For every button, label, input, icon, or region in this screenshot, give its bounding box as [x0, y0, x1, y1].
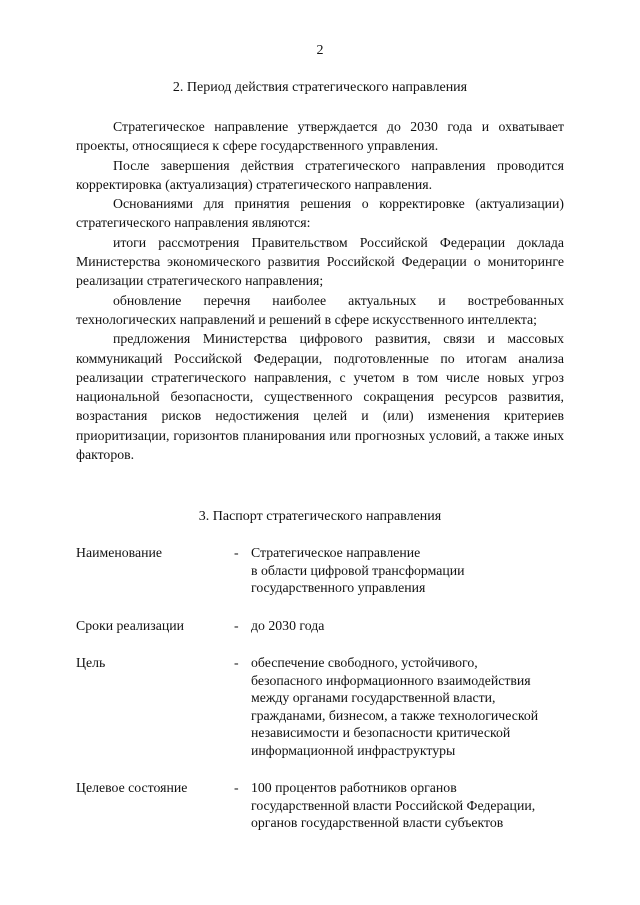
section-3-title: 3. Паспорт стратегического направления	[198, 509, 442, 524]
passport-value	[251, 544, 576, 597]
value-line: органов государственной власти субъектов	[251, 815, 504, 830]
value-line: обеспечение свободного, устойчивого,	[251, 655, 478, 670]
dash: -	[234, 617, 239, 633]
passport-value	[251, 617, 576, 635]
passport-label: Целевое состояние	[76, 780, 188, 795]
paragraph: После завершения действия стратегического направления проводится корректировка (актуализация) стратегического направления.	[76, 157, 564, 192]
passport-row-target-state	[76, 779, 576, 832]
passport-label: Наименование	[76, 545, 162, 560]
value-line: гражданами, бизнесом, а также технологической	[251, 707, 539, 723]
value-line: безопасного информационного взаимодействия	[251, 672, 531, 688]
paragraph: итоги рассмотрения Правительством Российской Федерации доклада Министерства экономического развития Российской Федерации о мониторинге реализации стратегического направления;	[76, 234, 564, 289]
paragraph: Основаниями для принятия решения о корректировке (актуализации) стратегического направления являются:	[76, 196, 564, 231]
passport-value	[251, 779, 576, 832]
dash: -	[234, 545, 239, 560]
passport-row-term	[76, 617, 576, 635]
value-line: государственного управления	[251, 580, 426, 595]
section-2-title: 2. Период действия стратегического направления	[172, 80, 468, 95]
passport-value	[251, 654, 576, 759]
passport-label: Сроки реализации	[76, 617, 184, 633]
value-line: в области цифровой трансформации	[251, 562, 465, 578]
value-line: до 2030 года	[251, 617, 325, 633]
dash: -	[234, 780, 239, 795]
value-line: между органами государственной власти,	[251, 690, 496, 705]
paragraph: предложения Министерства цифрового развития, связи и массовых коммуникаций Российской Федерации, подготовленные по итогам анализа реализации стратегического направления, с учетом в том числе новых угроз национальной безопасности, существенного сокращения ресурсов развития, возрастания рисков недостижения целей и (или) изменения критериев приоритизации, горизонтов планирования или прогнозных условий, а также иных факторов.	[76, 331, 564, 463]
value-line: независимости и безопасности критической	[251, 725, 511, 740]
passport-table	[76, 544, 576, 832]
value-line: государственной власти Российской Федерации,	[251, 797, 536, 813]
paragraph: Стратегическое направление утверждается до 2030 года и охватывает проекты, относящиеся к сфере государственного управления.	[76, 119, 564, 154]
passport-row-goal	[76, 654, 576, 759]
passport-row-name	[76, 544, 576, 597]
value-line: Стратегическое направление	[251, 545, 421, 560]
paragraph: обновление перечня наиболее актуальных и востребованных технологических направлений и решений в сфере искусственного интеллекта;	[76, 292, 564, 327]
value-line: информационной инфраструктуры	[251, 742, 456, 758]
dash: -	[234, 655, 239, 670]
section-2-body	[76, 117, 564, 464]
page-number: 2	[316, 43, 324, 58]
value-line: 100 процентов работников органов	[251, 780, 457, 795]
passport-label: Цель	[76, 655, 106, 670]
